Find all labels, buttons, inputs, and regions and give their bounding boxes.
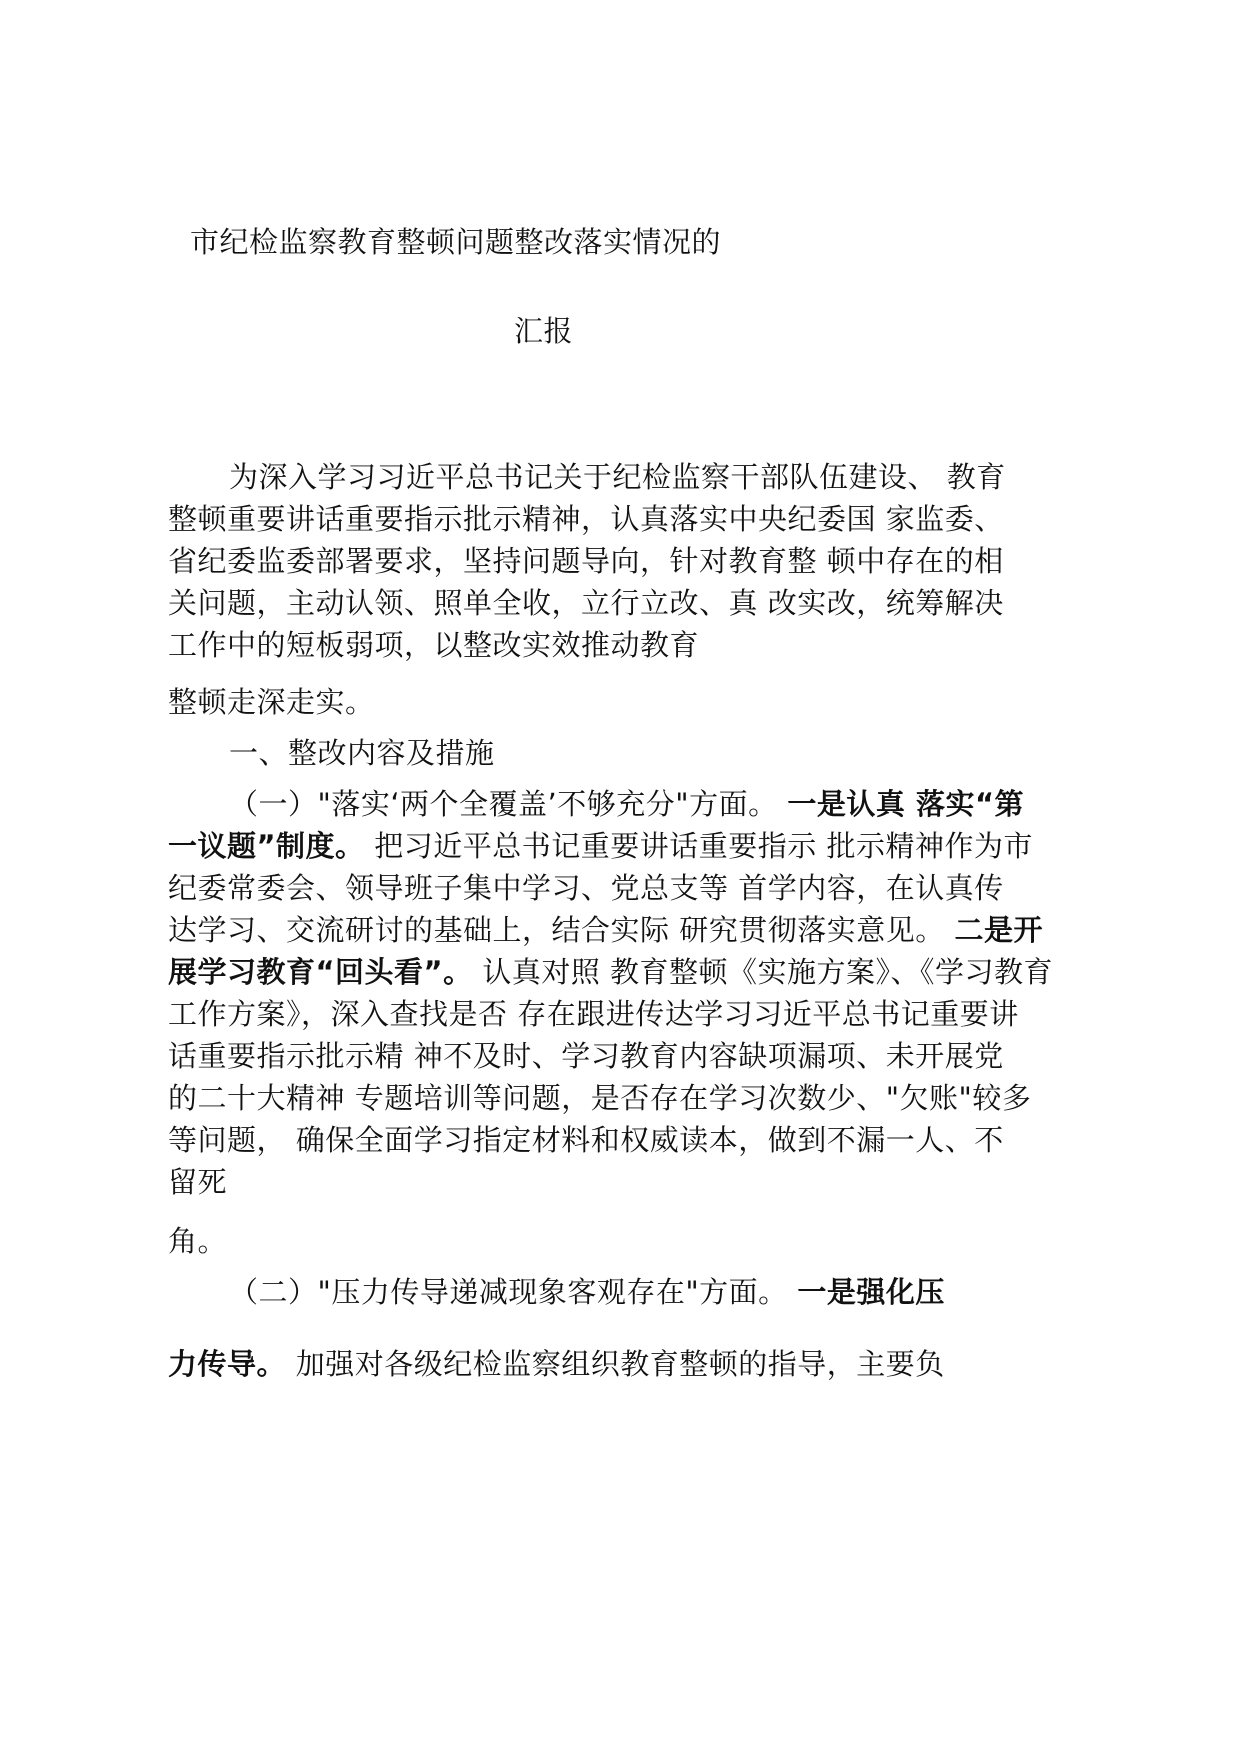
item-1-line-3: 纪委常委会、领导班子集中学习、党总支等 首学内容，在认真传: [168, 871, 1004, 905]
item-2-heading: （二）"压力传导递减现象客观存在"方面。: [229, 1275, 798, 1309]
intro-line-2: 整顿重要讲话重要指示批示精神，认真落实中央纪委国 家监委、: [168, 502, 1004, 536]
item-1-line-9: 等问题， 确保全面学习指定材料和权威读本，做到不漏一人、不: [168, 1123, 1004, 1157]
item-1-line-7: 话重要指示批示精 神不及时、学习教育内容缺项漏项、未开展党: [168, 1039, 1004, 1073]
section-heading: 一、整改内容及措施: [229, 736, 495, 770]
item-1-point-1-text: 把习近平总书记重要讲话重要指示 批示精神作为市: [364, 829, 1033, 863]
intro-line-3: 省纪委监委部署要求，坚持问题导向，针对教育整 顿中存在的相: [168, 544, 1004, 578]
intro-line-4: 关问题，主动认领、照单全收，立行立改、真 改实改，统筹解决: [168, 586, 1004, 620]
item-1-point-2-text: 认真对照 教育整顿《实施方案》、《学习教育: [472, 955, 1054, 989]
item-1-point-1-label: 一是认真 落实“第: [787, 787, 1024, 821]
item-1-point-2-label: 二是开: [954, 913, 1043, 947]
item-1-line-8: 的二十大精神 专题培训等问题，是否存在学习次数少、"欠账"较多: [168, 1081, 1032, 1115]
item-2-point-1-text: 加强对各级纪检监察组织教育整顿的指导，主要负: [286, 1347, 945, 1381]
item-1-line-4: [168, 910, 1043, 950]
item-1-line-11: 角。: [168, 1224, 228, 1258]
item-1-line-4-text: 达学习、交流研讨的基础上，结合实际 研究贯彻落实意见。: [168, 913, 955, 947]
document-title-line-2: 汇报: [514, 314, 574, 348]
item-1-line-6: 工作方案》，深入查找是否 存在跟进传达学习习近平总书记重要讲: [168, 997, 1019, 1031]
item-1-line-5: [168, 952, 1053, 992]
intro-line-5: 工作中的短板弱项，以整改实效推动教育: [168, 628, 700, 662]
document-title-line-1: 市纪检监察教育整顿问题整改落实情况的: [190, 225, 722, 259]
intro-line-1: 为深入学习习近平总书记关于纪检监察干部队伍建设、 教育: [229, 460, 1006, 494]
item-1-line-1: [229, 784, 1024, 824]
item-1-line-10: 留死: [168, 1165, 228, 1199]
item-1-line-2: [168, 826, 1033, 866]
item-1-heading: （一）"落实‘两个全覆盖’不够充分"方面。: [229, 787, 788, 821]
item-1-point-2-label-end: 展学习教育“回头看”。: [168, 955, 473, 989]
item-2-point-1-label: 一是强化压: [797, 1275, 945, 1309]
item-2-line-2: [168, 1344, 945, 1384]
item-2-line-1: [229, 1272, 945, 1312]
item-2-point-1-label-end: 力传导。: [168, 1347, 287, 1381]
item-1-point-1-label-end: 一议题”制度。: [168, 829, 365, 863]
intro-line-6: 整顿走深走实。: [168, 685, 375, 719]
